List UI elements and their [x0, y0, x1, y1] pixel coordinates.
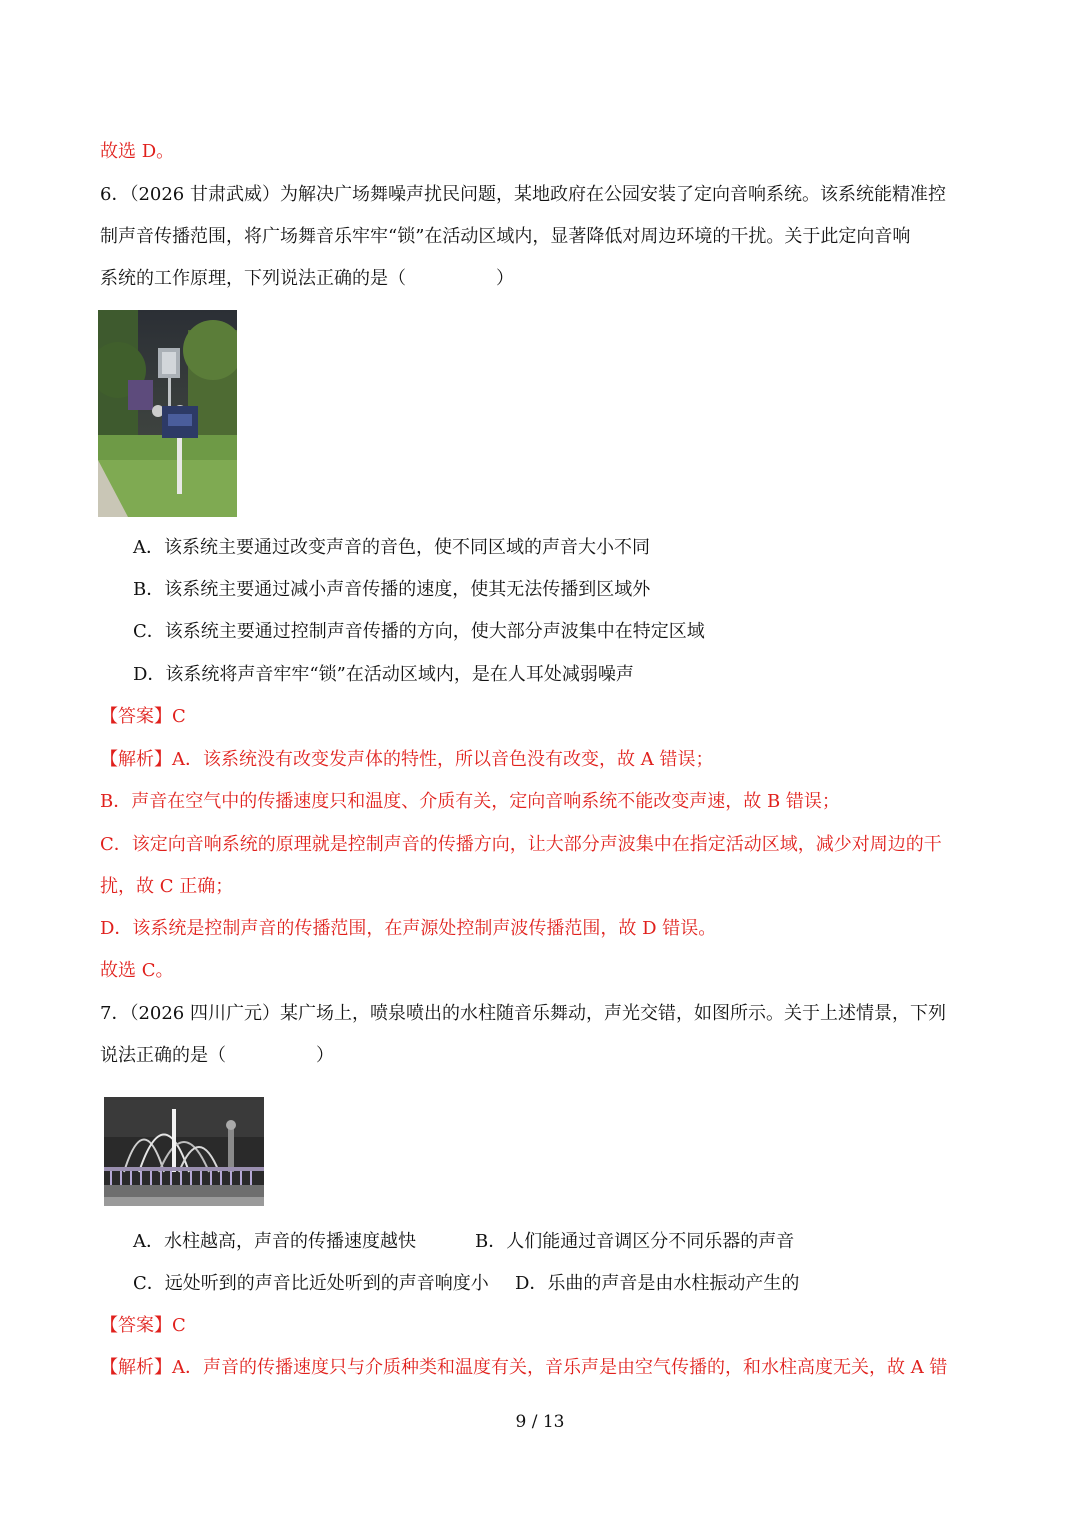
answer-value: C	[172, 1315, 186, 1336]
analysis-tag: 【解析】	[100, 749, 172, 770]
q6-stem-line-2: 制声音传播范围，将广场舞音乐牢牢“锁”在活动区域内，显著降低对周边环境的干扰。关于此定向音响	[100, 226, 911, 247]
q7-option-b: B．人们能通过音调区分不同乐器的声音	[475, 1231, 795, 1252]
q6-option-d: D．该系统将声音牢牢“锁”在活动区域内，是在人耳处减弱噪声	[133, 664, 634, 685]
q6-stem-line-1: 6．（2026 甘肃武威）为解决广场舞噪声扰民问题，某地政府在公园安装了定向音响系统。该系统能精准控	[100, 184, 946, 205]
analysis-text: A．该系统没有改变发声体的特性，所以音色没有改变，故 A 错误；	[172, 749, 714, 770]
q6-conclusion: 故选 C。	[100, 960, 174, 981]
answer-tag: 【答案】	[100, 1315, 172, 1336]
q7-stem-line-2: 说法正确的是（ ）	[100, 1045, 334, 1066]
analysis-text: A．声音的传播速度只与介质种类和温度有关，音乐声是由空气传播的，和水柱高度无关，故 A 错	[172, 1357, 948, 1378]
q6-analysis-c-2: 扰，故 C 正确；	[100, 876, 234, 897]
q7-analysis-a	[100, 1355, 947, 1381]
q7-option-c: C．远处听到的声音比近处听到的声音响度小	[133, 1273, 489, 1294]
q6-analysis-d: D．该系统是控制声音的传播范围，在声源处控制声波传播范围，故 D 错误。	[100, 918, 717, 939]
q6-analysis-c-1: C．该定向音响系统的原理就是控制声音的传播方向，让大部分声波集中在指定活动区域，减少对周边的干	[100, 834, 942, 855]
q7-stem-line-1: 7．（2026 四川广元）某广场上，喷泉喷出的水柱随音乐舞动，声光交错，如图所示。关于上述情景，下列	[100, 1003, 946, 1024]
q6-option-a: A．该系统主要通过改变声音的音色，使不同区域的声音大小不同	[133, 537, 650, 558]
q7-answer	[100, 1313, 186, 1339]
fountain-photo	[104, 1097, 264, 1206]
q6-analysis-a	[100, 747, 713, 773]
prev-conclusion: 故选 D。	[100, 141, 175, 162]
page-number: 9 / 13	[515, 1412, 565, 1432]
q7-option-a: A．水柱越高，声音的传播速度越快	[133, 1231, 416, 1252]
directional-speaker-photo	[98, 310, 237, 517]
answer-value: C	[172, 706, 186, 727]
q6-option-b: B．该系统主要通过减小声音传播的速度，使其无法传播到区域外	[133, 579, 651, 600]
answer-tag: 【答案】	[100, 706, 172, 727]
q6-analysis-b: B．声音在空气中的传播速度只和温度、介质有关，定向音响系统不能改变声速，故 B 错误；	[100, 791, 840, 812]
q6-answer	[100, 704, 186, 730]
q7-option-d: D．乐曲的声音是由水柱振动产生的	[515, 1273, 800, 1294]
analysis-tag: 【解析】	[100, 1357, 172, 1378]
q6-option-c: C．该系统主要通过控制声音传播的方向，使大部分声波集中在特定区域	[133, 621, 705, 642]
q6-stem-line-3: 系统的工作原理，下列说法正确的是（ ）	[100, 268, 514, 289]
